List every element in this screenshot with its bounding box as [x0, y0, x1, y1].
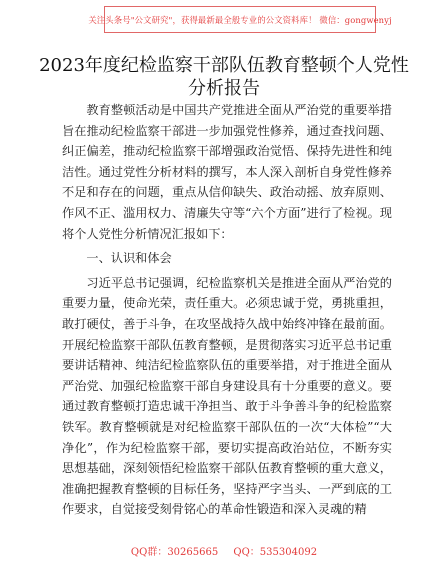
- footer-contact: [0, 543, 448, 558]
- document-title: [0, 54, 448, 100]
- section-heading: 一、认识和体会: [86, 251, 172, 266]
- title-line-1: 2023年度纪检监察干部队伍教育整顿个人党性: [39, 55, 409, 76]
- footer-qq-group: QQ群：30265665: [130, 547, 219, 558]
- section-paragraph: 习近平总书记强调，纪检监察机关是推进全面从严治党的重要力量，使命光荣，责任重大。必须忠诚于党，勇挑重担，敢打硬仗，善于斗争，在攻坚战持久战中始终冲锋在最前面。开展纪检监察干部队伍教育整顿，是贯彻落实习近平总书记重要讲话精神、纯洁纪检监察队伍的重要举措，对于推进全面从严治党、加强纪检监察干部自身建设具有十分重要的意义。要通过教育整顿打造忠诚干净担当、敢于斗争善斗争的纪检监察铁军。教育整顿就是对纪检监察干部队伍的一次“大体检”“大净化”，作为纪检监察干部，要切实提高政治站位，不断夯实思想基础，深刻领悟纪检监察干部队伍教育整顿的重大意义，准确把握教育整顿的目标任务，坚持严字当头、一严到底的工作要求，自觉接受刻骨铭心的革命性锻造和深入灵魂的精: [62, 275, 392, 517]
- title-line-2: 分析报告: [188, 78, 260, 99]
- intro-paragraph: 教育整顿活动是中国共产党推进全面从严治党的重要举措旨在推动纪检监察干部进一步加强党性修养，通过查找问题、纠正偏差，推动纪检监察干部增强政治觉悟、保持先进性和纯洁性。通过党性分析材料的撰写，本人深入剖析自身党性修养不足和存在的问题，重点从信仰缺失、政治动摇、放弃原则、作风不正、滥用权力、清廉失守等“六个方面”进行了检视。现将个人党性分析情况汇报如下：: [62, 103, 392, 241]
- header-banner: 关注头条号"公文研究"，获得最新最全般专业的公文资料库！ 微信：gongwenyj: [104, 6, 376, 33]
- document-body: [62, 100, 392, 520]
- footer-qq: QQ：535304092: [233, 547, 318, 558]
